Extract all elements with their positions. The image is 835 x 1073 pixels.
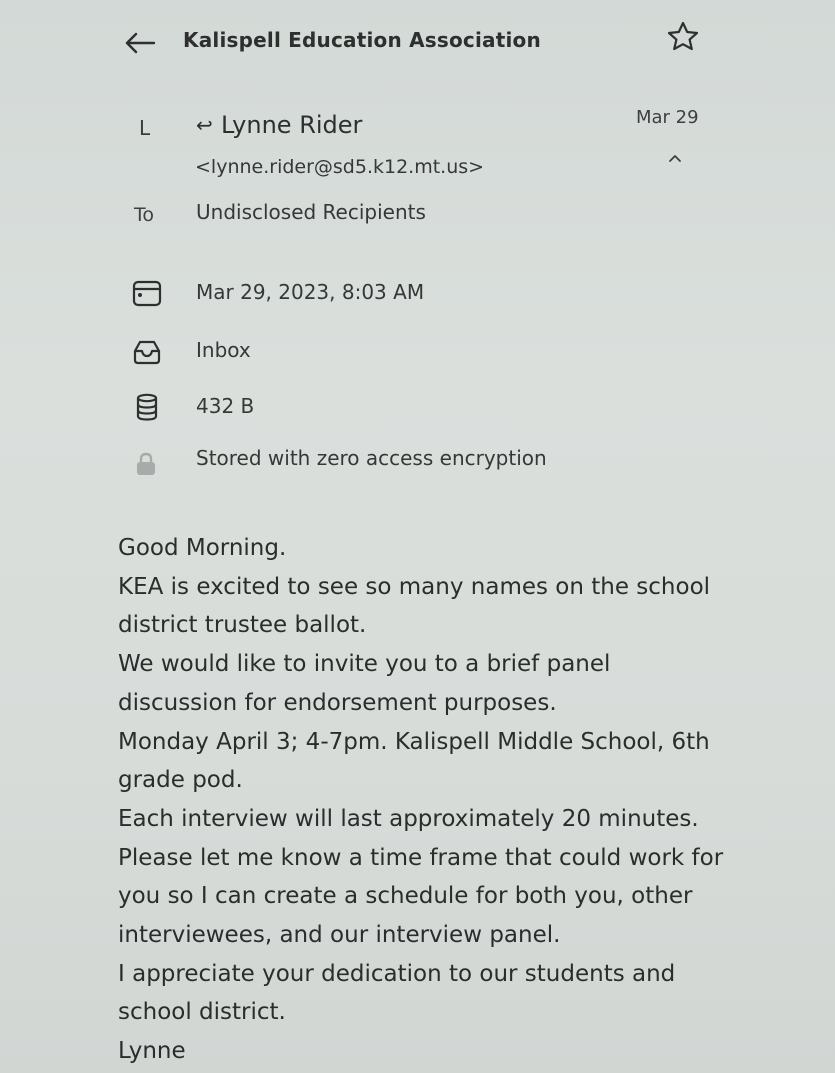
star-icon[interactable] — [666, 20, 700, 52]
detail-encryption: Stored with zero access encryption — [196, 446, 547, 470]
replied-icon: ↩ — [196, 113, 213, 137]
lock-icon — [131, 449, 163, 479]
body-line: Each interview will last approximately 20 minutes. — [118, 805, 699, 832]
message-date: Mar 29 — [636, 107, 699, 128]
arrow-left-icon[interactable] — [122, 28, 158, 58]
body-line: you so I can create a schedule for both you, other — [118, 883, 693, 910]
avatar: L — [139, 116, 151, 140]
body-line: district trustee ballot. — [118, 612, 367, 639]
detail-size: 432 B — [196, 394, 255, 418]
inbox-icon — [131, 337, 163, 367]
body-line: I appreciate your dedication to our students and — [118, 960, 676, 987]
body-line: discussion for endorsement purposes. — [118, 689, 557, 716]
body-line: Monday April 3; 4-7pm. Kalispell Middle School, 6th — [118, 728, 710, 755]
sender-email[interactable]: <lynne.rider@sd5.k12.mt.us> — [195, 156, 485, 178]
body-line: KEA is excited to see so many names on the school — [118, 573, 711, 600]
signature: Lynne — [118, 1038, 186, 1065]
body-line: school district. — [118, 999, 286, 1026]
detail-datetime: Mar 29, 2023, 8:03 AM — [196, 280, 425, 304]
sender-name[interactable]: Lynne Rider — [221, 111, 363, 139]
body-line: We would like to invite you to a brief panel — [118, 651, 611, 678]
detail-folder[interactable]: Inbox — [196, 338, 251, 362]
database-icon — [131, 392, 163, 422]
calendar-icon — [131, 278, 163, 308]
body-line: grade pod. — [118, 767, 243, 794]
email-subject: Kalispell Education Association — [183, 28, 541, 52]
chevron-up-icon[interactable] — [664, 150, 686, 166]
recipients[interactable]: Undisclosed Recipients — [196, 200, 426, 224]
body-line: Good Morning. — [118, 535, 287, 561]
body-line: interviewees, and our interview panel. — [118, 922, 561, 949]
body-line: Please let me know a time frame that could work for — [118, 844, 724, 871]
message-body — [118, 529, 758, 1071]
to-label: To — [134, 204, 155, 226]
